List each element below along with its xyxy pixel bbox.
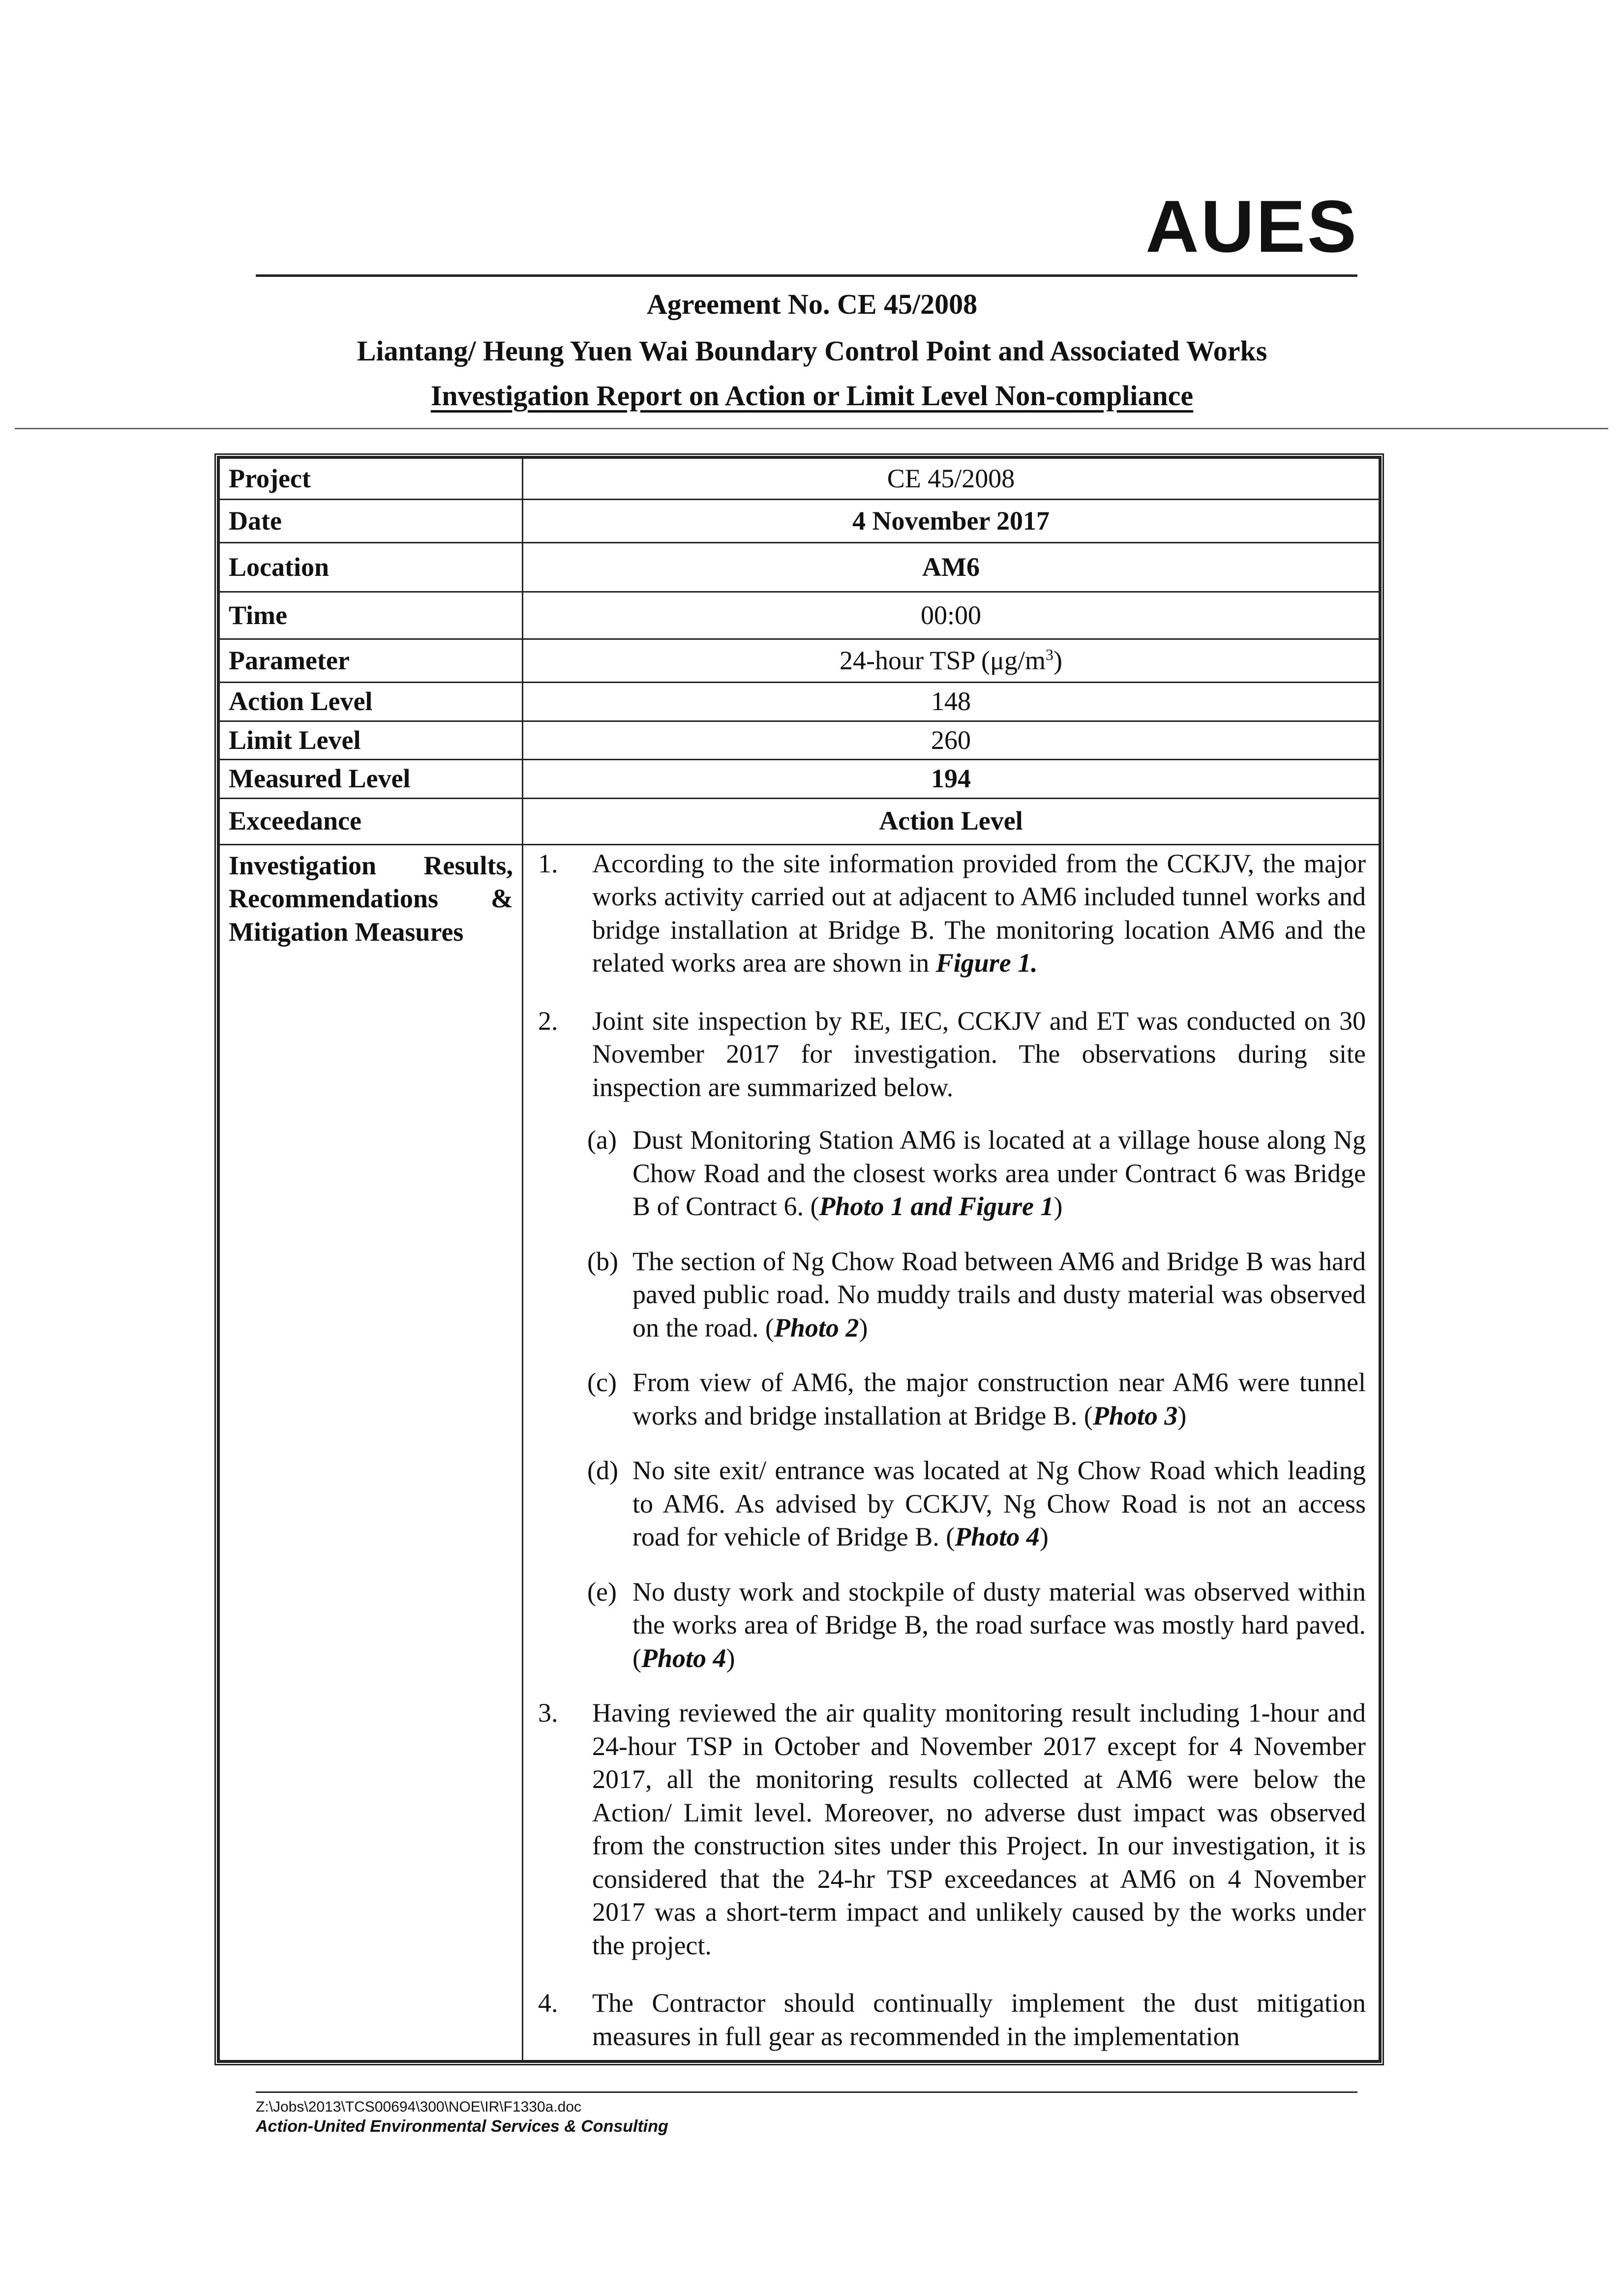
photo-reference: Photo 1 and Figure 1	[819, 1192, 1054, 1221]
date-value: 4 November 2017	[523, 500, 1380, 543]
item-text: Joint site inspection by RE, IEC, CCKJV and ET was conducted on 30 November 2017 for investigation. The observations during site inspection are summarized below.	[592, 1006, 1366, 1102]
project-value: CE 45/2008	[523, 458, 1380, 500]
observation-item-e	[587, 1576, 1366, 1675]
row-date	[219, 500, 1380, 543]
file-path: Z:\Jobs\2013\TCS00694\300\NOE\IR\F1330a.doc	[256, 2099, 582, 2115]
item-number: 3.	[538, 1698, 558, 1728]
investigation-label: Investigation Results, Recommendations & Mitigation Measures	[219, 844, 523, 2061]
observation-item-c	[587, 1366, 1366, 1432]
project-name: Liantang/ Heung Yuen Wai Boundary Control Point and Associated Works	[357, 335, 1267, 367]
parameter-value	[523, 639, 1380, 683]
observation-letter: (a)	[587, 1125, 617, 1155]
observation-letter: (d)	[587, 1456, 618, 1485]
project-label: Project	[219, 458, 523, 500]
agreement-number: Agreement No. CE 45/2008	[646, 288, 978, 320]
item-number: 4.	[538, 1988, 558, 2018]
photo-reference: Photo 3	[1092, 1401, 1178, 1431]
finding-item-1	[533, 847, 1366, 980]
row-time	[219, 592, 1380, 639]
photo-reference: Photo 4	[641, 1643, 726, 1673]
row-location	[219, 543, 1380, 592]
observation-item-a	[587, 1124, 1366, 1223]
item-text: Having reviewed the air quality monitoring result including 1-hour and 24-hour TSP in October and November 2017 except for 4 November 2017, all the monitoring results collected at AM6 were below the Action/ Limit level. Moreover, no adverse dust impact was observed from the construction sites under this Project. In our investigation, it is considered that the 24-hr TSP exceedances at AM6 on 4 November 2017 was a short-term impact and unlikely caused by the works under the project.	[592, 1698, 1366, 1960]
aues-logo: AUES	[1145, 185, 1358, 268]
observation-body: Dust Monitoring Station AM6 is located at a village house along Ng Chow Road and the closest works area under Contract 6 was Bridge B of Contract 6. (	[632, 1125, 1366, 1221]
observation-text	[632, 1366, 1366, 1432]
figure-reference: Figure 1.	[935, 948, 1038, 978]
parameter-suffix: )	[1053, 645, 1062, 675]
header-rule	[256, 274, 1357, 277]
time-label: Time	[219, 592, 523, 639]
row-measured-level	[219, 760, 1380, 799]
observation-item-b	[587, 1245, 1366, 1345]
observation-text	[632, 1245, 1366, 1345]
measured-level-value: 194	[523, 760, 1380, 799]
item-text: The Contractor should continually implement the dust mitigation measures in full gear as recommended in the implementation	[592, 1988, 1366, 2051]
scan-line	[15, 428, 1608, 429]
row-parameter	[219, 639, 1380, 683]
finding-item-3	[533, 1697, 1366, 1962]
observation-text	[632, 1124, 1366, 1223]
observation-text	[632, 1454, 1366, 1554]
location-label: Location	[219, 543, 523, 592]
observation-end: )	[1039, 1522, 1049, 1551]
photo-reference: Photo 2	[774, 1312, 859, 1342]
item-body: According to the site information provided from the CCKJV, the major works activity carried out at adjacent to AM6 included tunnel works and bridge installation at Bridge B. The monitoring location AM6 and the related works area are shown in	[592, 848, 1366, 978]
observation-body: No dusty work and stockpile of dusty material was observed within the works area of Bridge B, the road surface was mostly hard paved. (	[632, 1577, 1366, 1673]
time-value: 00:00	[523, 592, 1380, 639]
finding-item-2	[533, 1005, 1366, 1104]
parameter-label: Parameter	[219, 639, 523, 683]
observation-body: From view of AM6, the major construction near AM6 were tunnel works and bridge installation at Bridge B. (	[632, 1368, 1366, 1431]
observation-body: The section of Ng Chow Road between AM6 and Bridge B was hard paved public road. No muddy trails and dusty material was observed on the road. (	[632, 1246, 1366, 1342]
footer-rule	[256, 2091, 1357, 2093]
limit-level-label: Limit Level	[219, 721, 523, 760]
observation-text	[632, 1576, 1366, 1675]
parameter-superscript: 3	[1046, 645, 1053, 663]
row-exceedance	[219, 798, 1380, 844]
item-number: 2.	[538, 1006, 558, 1036]
row-limit-level	[219, 721, 1380, 760]
row-investigation	[219, 844, 1380, 2061]
item-text	[592, 847, 1366, 980]
measured-level-label: Measured Level	[219, 760, 523, 799]
row-project	[219, 458, 1380, 500]
observation-end: )	[859, 1312, 868, 1342]
observation-end: )	[1053, 1192, 1063, 1221]
observation-body: No site exit/ entrance was located at Ng Chow Road which leading to AM6. As advised by CCKJV, Ng Chow Road is not an access road for vehicle of Bridge B. (	[632, 1456, 1366, 1551]
observation-letter: (c)	[587, 1368, 617, 1397]
location-value: AM6	[523, 543, 1380, 592]
action-level-label: Action Level	[219, 683, 523, 721]
investigation-content	[523, 844, 1380, 2061]
report-title: Investigation Report on Action or Limit Level Non-compliance	[430, 380, 1194, 412]
item-number: 1.	[538, 848, 558, 878]
action-level-value: 148	[523, 683, 1380, 721]
investigation-table	[214, 453, 1384, 2065]
limit-level-value: 260	[523, 721, 1380, 760]
photo-reference: Photo 4	[955, 1522, 1040, 1551]
observation-letter: (b)	[587, 1246, 618, 1276]
observation-letter: (e)	[587, 1577, 617, 1607]
observation-list	[587, 1124, 1366, 1675]
date-label: Date	[219, 500, 523, 543]
company-name: Action-United Environmental Services & Consulting	[256, 2117, 668, 2136]
observation-item-d	[587, 1454, 1366, 1554]
observation-end: )	[1177, 1401, 1187, 1431]
finding-item-4	[533, 1987, 1366, 2053]
row-action-level	[219, 683, 1380, 721]
exceedance-value: Action Level	[523, 798, 1380, 844]
exceedance-label: Exceedance	[219, 798, 523, 844]
observation-end: )	[726, 1643, 735, 1673]
parameter-prefix: 24-hour TSP (μg/m	[840, 645, 1046, 675]
